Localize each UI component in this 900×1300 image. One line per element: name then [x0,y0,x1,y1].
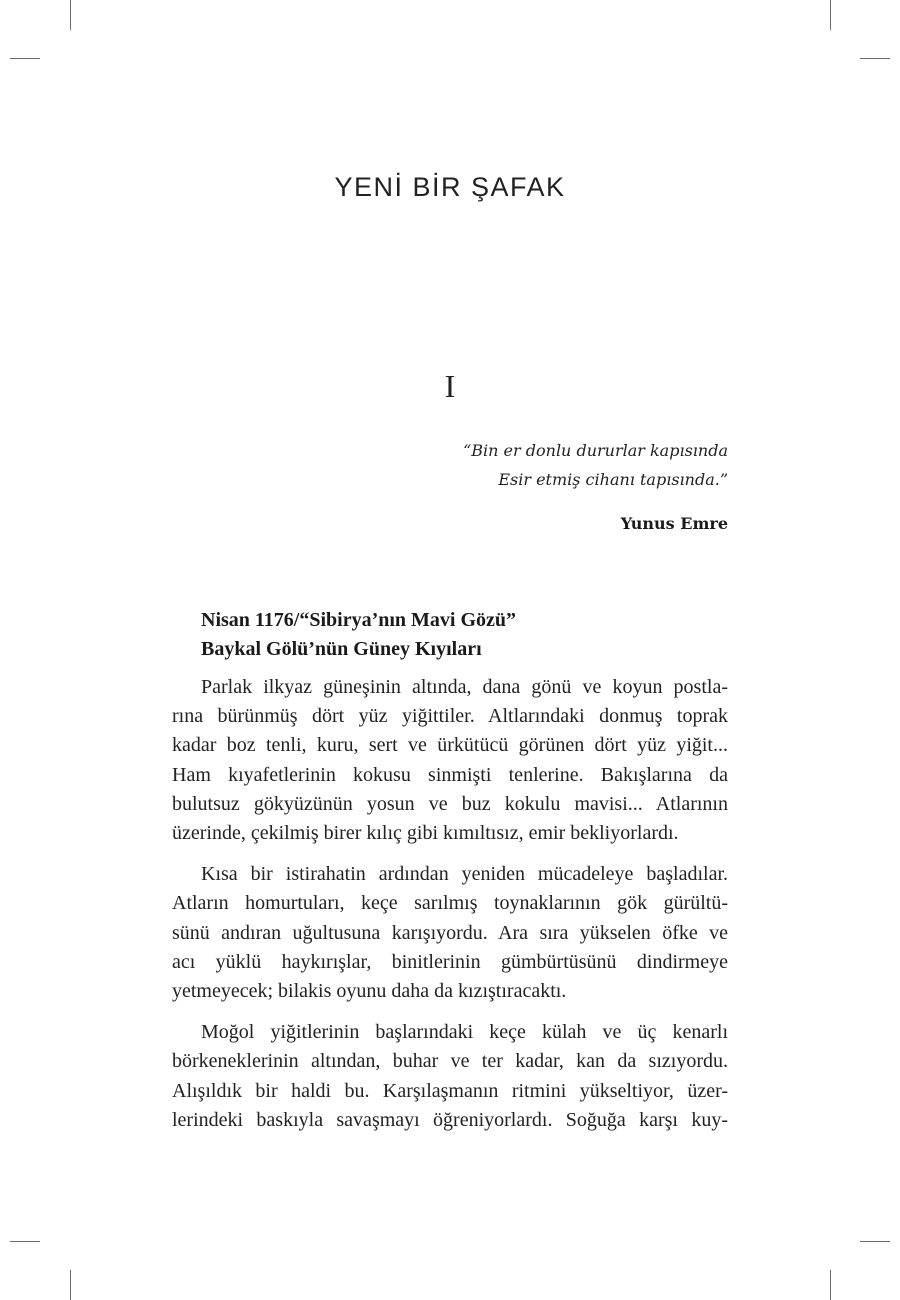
crop-mark-top-right [830,0,831,30]
crop-mark-right-top [860,58,890,59]
text-line: yetmeyecek; bilakis oyunu daha da kızıştıracaktı. [172,980,567,1003]
text-line: kadar boz tenli, kuru, sert ve ürkütücü görünen dört yüz yiğit... [172,734,728,757]
text-line: sünü andıran uğultusuna karışıyordu. Ara sıra yükselen öfke ve [172,921,728,944]
body-text [172,673,728,1147]
text-line: Atların homurtuları, keçe sarılmış toynaklarının gök gürültü- [172,892,728,915]
epigraph-author: Yunus Emre [620,514,728,533]
text-line: Moğol yiğitlerinin başlarındaki keçe külah ve üç kenarlı [201,1021,728,1044]
text-line: üzerinde, çekilmiş birer kılıç gibi kımıltısız, emir bekliyorlardı. [172,822,679,845]
epigraph-line: “Bin er donlu dururlar kapısında [463,441,728,460]
section-heading-line: Nisan 1176/“Sibirya’nın Mavi Gözü” [201,609,517,631]
crop-mark-right-bottom [860,1241,890,1242]
crop-mark-bottom-left [70,1270,71,1300]
crop-mark-left-bottom [10,1241,40,1242]
text-line: bulutsuz gökyüzünün yosun ve buz kokulu mavisi... Atlarının [172,792,728,815]
text-line: rına bürünmüş dört yüz yiğittiler. Altlarındaki donmuş toprak [172,705,728,728]
text-line: acı yüklü haykırışlar, binitlerinin gümbürtüsünü dindirmeye [172,950,728,973]
paragraph [172,1018,728,1135]
text-line: lerindeki baskıyla savaşmayı öğreniyorlardı. Soğuğa karşı kuy- [172,1108,728,1131]
paragraph [172,673,728,848]
epigraph-line: Esir etmiş cihanı tapısında.” [498,470,728,489]
text-line: Alışıldık bir haldi bu. Karşılaşmanın ritmini yükseltiyor, üzer- [172,1079,728,1102]
epigraph [308,436,728,494]
text-line: börkeneklerinin altından, buhar ve ter kadar, kan da sızıyordu. [172,1050,728,1073]
chapter-number: I [444,368,456,404]
crop-mark-top-left [70,0,71,30]
text-line: Parlak ilkyaz güneşinin altında, dana gönü ve koyun postla- [201,676,728,698]
paragraph [172,860,728,1006]
text-line: Kısa bir istirahatin ardından yeniden mücadeleye başladılar. [201,863,728,886]
crop-mark-bottom-right [830,1270,831,1300]
section-heading-line: Baykal Gölü’nün Güney Kıyıları [201,638,482,660]
section-heading [201,606,741,664]
crop-mark-left-top [10,58,40,59]
text-line: Ham kıyafetlerinin kokusu sinmişti tenlerine. Bakışlarına da [172,763,728,786]
book-title: YENİ BİR ŞAFAK [334,172,566,202]
